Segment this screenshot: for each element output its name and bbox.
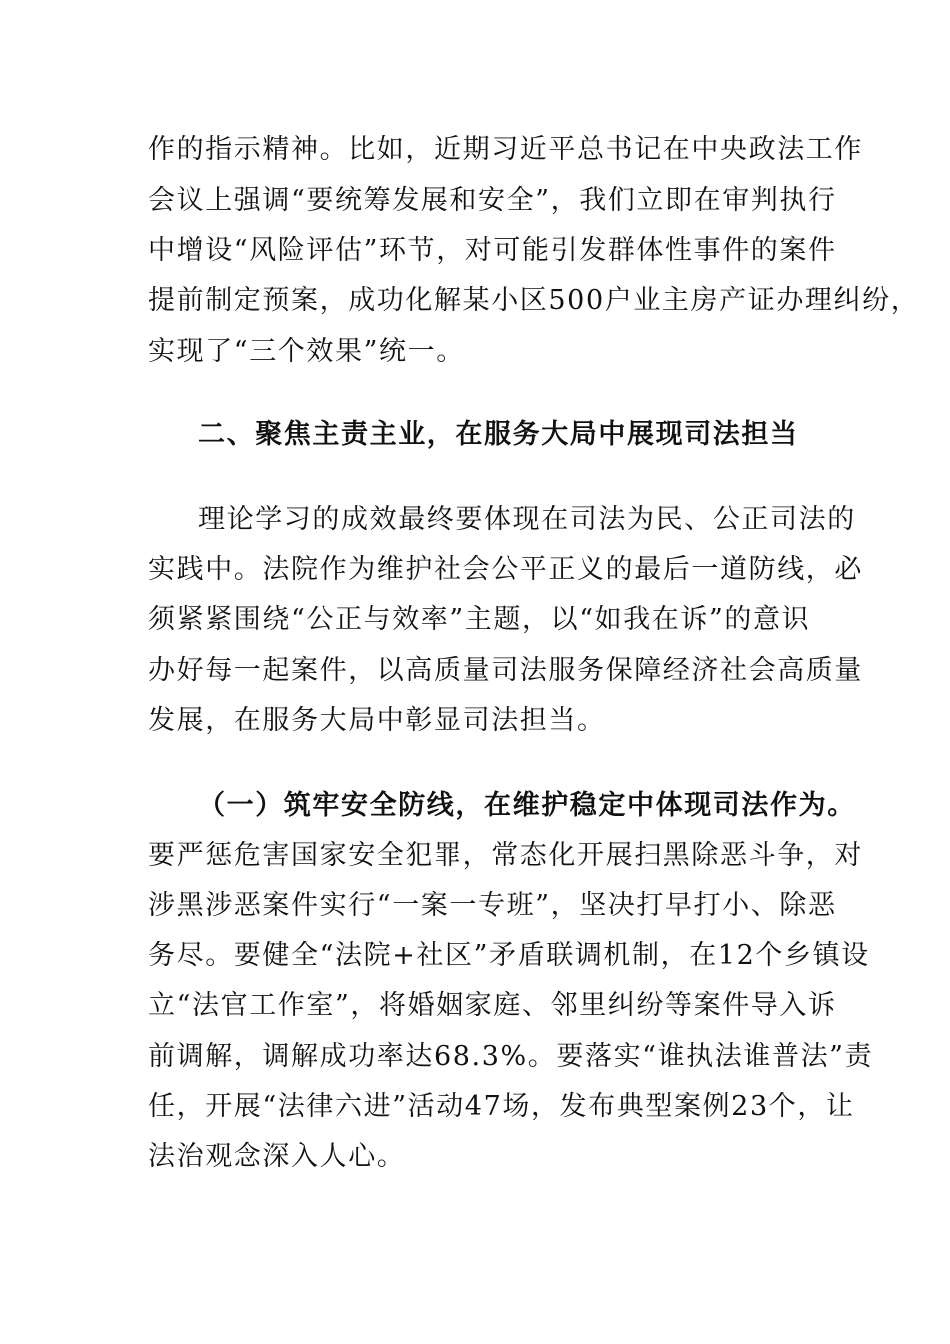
subheading-1: （一）筑牢安全防线，在维护稳定中体现司法作为。 <box>198 790 856 821</box>
paragraph-3-line-7: 法治观念深入人心。 <box>148 1141 406 1172</box>
section-heading-2: 二、聚焦主责主业，在服务大局中展现司法担当 <box>198 419 799 450</box>
paragraph-2-line-2: 实践中。法院作为维护社会公平正义的最后一道防线，必 <box>148 554 863 585</box>
paragraph-1-line-4: 提前制定预案，成功化解某小区500户业主房产证办理纠纷， <box>148 285 920 316</box>
paragraph-3-line-2: 涉黑涉恶案件实行“一案一专班”，坚决打早打小、除恶 <box>148 890 837 921</box>
paragraph-1-line-5: 实现了“三个效果”统一。 <box>148 336 465 367</box>
paragraph-3-line-3: 务尽。要健全“法院+社区”矛盾联调机制，在12个乡镇设 <box>148 940 870 971</box>
paragraph-1-line-2: 会议上强调“要统筹发展和安全”，我们立即在审判执行 <box>148 185 837 216</box>
paragraph-1-line-1: 作的指示精神。比如，近期习近平总书记在中央政法工作 <box>148 134 863 165</box>
paragraph-3-line-6: 任，开展“法律六进”活动47场，发布典型案例23个，让 <box>148 1091 855 1122</box>
paragraph-2-line-4: 办好每一起案件，以高质量司法服务保障经济社会高质量 <box>148 655 863 686</box>
paragraph-2-line-1: 理论学习的成效最终要体现在司法为民、公正司法的 <box>198 504 856 535</box>
paragraph-2-line-5: 发展，在服务大局中彰显司法担当。 <box>148 705 606 736</box>
paragraph-2-line-3: 须紧紧围绕“公正与效率”主题，以“如我在诉”的意识 <box>148 604 811 635</box>
paragraph-3-line-5: 前调解，调解成功率达68.3%。要落实“谁执法谁普法”责 <box>148 1041 874 1072</box>
paragraph-1-line-3: 中增设“风险评估”环节，对可能引发群体性事件的案件 <box>148 235 837 266</box>
paragraph-3-line-1: 要严惩危害国家安全犯罪，常态化开展扫黑除恶斗争，对 <box>148 840 863 871</box>
paragraph-3-line-4: 立“法官工作室”，将婚姻家庭、邻里纠纷等案件导入诉 <box>148 990 837 1021</box>
